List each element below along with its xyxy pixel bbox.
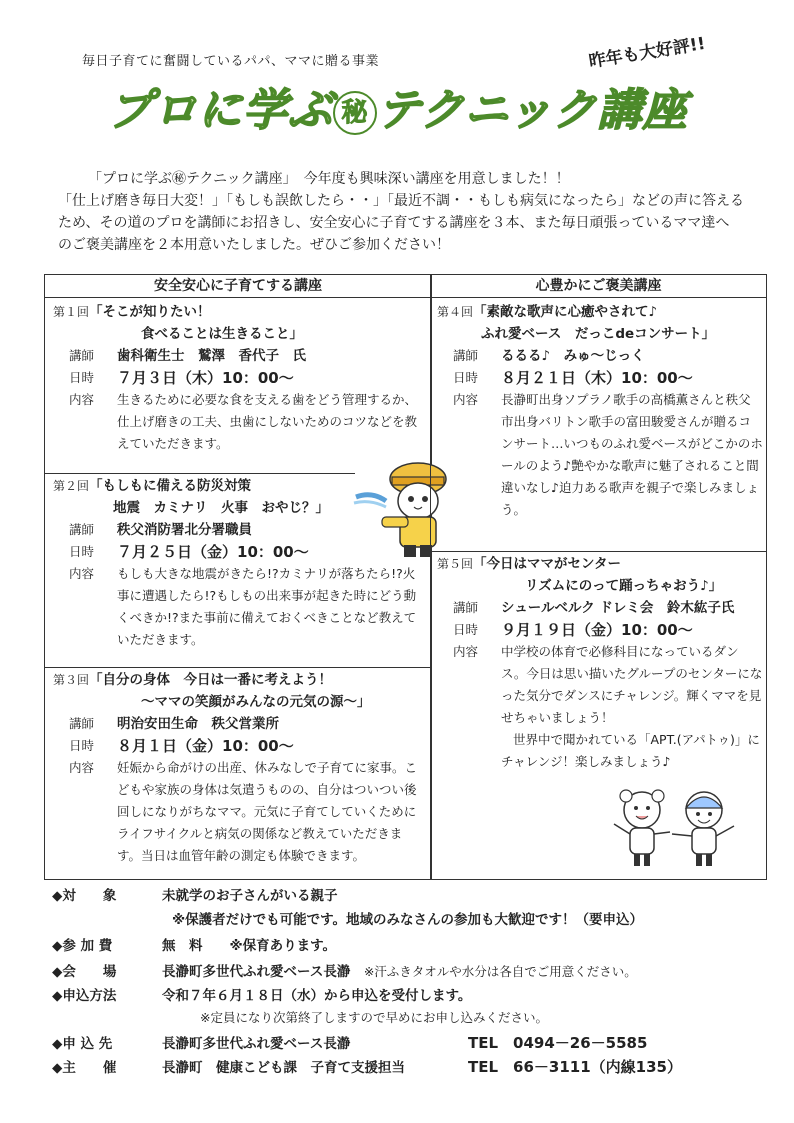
session-divider: [45, 667, 431, 668]
session-date: ７月３日（木）10：00～: [117, 369, 294, 387]
teacher-label: 講師: [453, 600, 479, 615]
title-part-b: テクニック講座: [377, 85, 688, 136]
session-teacher: 歯科衛生士 鷲澤 香代子 氏: [117, 348, 306, 364]
session-title-line2: リズムにのって踊っちゃおう♪」: [525, 578, 723, 594]
contact-value: 長瀞町多世代ふれ愛ベース長瀞: [162, 1036, 351, 1052]
apply-key: ◆申込方法: [52, 988, 117, 1004]
venue-value: 長瀞町多世代ふれ愛ベース長瀞: [162, 964, 351, 980]
title-part-a: プロに学ぶ: [108, 85, 333, 136]
venue-key: ◆会 場: [52, 964, 117, 980]
date-label: 日時: [69, 370, 95, 385]
session-date: ８月１日（金）10：00～: [117, 737, 294, 755]
session-content: 妊娠から命がけの出産、休みなしで子育てに家事。こどもや家族の身体は気遣うものの、自分はついつい後回しになりがちなママ。元気に子育てしていくためにライフサイクルと病気の関係など教えていただきます。当日は血管年齢の測定も体験できます。: [117, 760, 418, 863]
footer-apply: [52, 984, 471, 1004]
target-key: ◆対 象: [52, 888, 117, 904]
session-title-line2: 地震 カミナリ 火事 おやじ？」: [113, 500, 329, 516]
date-label: 日時: [69, 738, 95, 753]
venue-note: ※汗ふきタオルや水分は各自でご用意ください。: [363, 964, 637, 979]
contact-key: ◆申 込 先: [52, 1036, 113, 1052]
teacher-label: 講師: [453, 348, 479, 363]
session-content: 中学校の体育で必修科目になっているダンス。今日は思い描いたグループのセンターになった気分でダンスにチャレンジ。輝くママを見せちゃいましょう！: [501, 644, 763, 725]
session-title-line2: ふれ愛ベース だっこdeコンサート」: [481, 326, 716, 342]
date-label: 日時: [453, 622, 479, 637]
session-title: 「今日はママがセンター: [473, 556, 621, 572]
session-content: もしも大きな地震がきたら!?カミナリが落ちたら!?火事に遭遇したら!?もしもの出来事が起きた時にどう動くべきか!?また事前に備えておくべきことなど教えていただきます。: [117, 566, 417, 647]
session-content: 生きるために必要な食を支える歯をどう管理するか、仕上げ磨きの工夫、虫歯にしないためのコツなどを教えていただきます。: [117, 392, 418, 451]
session-title-line2: 食べることは生きること」: [141, 326, 303, 342]
date-label: 日時: [69, 544, 95, 559]
date-label: 日時: [453, 370, 479, 385]
session-teacher: るるる♪ みゅ～じっく: [501, 348, 645, 364]
teacher-label: 講師: [69, 522, 95, 537]
fee-key: ◆参 加 費: [52, 938, 113, 954]
footer-apply-note: [200, 1008, 548, 1026]
session-number: 第２回: [53, 479, 90, 493]
session-5: [437, 553, 763, 773]
page-title: [108, 74, 688, 138]
secret-mark-icon: 秘: [333, 91, 377, 135]
intro-line: 「仕上げ磨き毎日大変！」「もしも誤飲したら・・」「最近不調・・もしも病気になったら」などの声に答える: [58, 193, 744, 209]
session-title: 「そこが知りたい！: [89, 304, 211, 320]
content-label: 内容: [69, 566, 95, 581]
dancing-children-illustration: [600, 782, 750, 872]
left-column-header: 安全安心に子育てする講座: [45, 275, 431, 298]
session-teacher: シュールベルク ドレミ会 鈴木紘子氏: [501, 600, 735, 616]
session-number: 第５回: [437, 557, 474, 571]
intro-line: のご褒美講座を２本用意いたしました。ぜひご参加ください！: [58, 237, 450, 253]
session-number: 第１回: [53, 305, 90, 319]
session-date: ８月２１日（木）10：00～: [501, 369, 693, 387]
target-note: ※保護者だけでも可能です。地域のみなさんの参加も大歓迎です！（要申込）: [172, 912, 644, 928]
host-value: 長瀞町 健康こども課 子育て支援担当: [162, 1060, 405, 1076]
host-key: ◆主 催: [52, 1060, 117, 1076]
content-label: 内容: [69, 392, 95, 407]
session-4: [437, 301, 763, 521]
session-1: [53, 301, 425, 455]
footer-host: [52, 1056, 682, 1077]
session-number: 第４回: [437, 305, 474, 319]
session-title: 「もしもに備える防災対策: [89, 478, 252, 494]
footer-contact: [52, 1032, 647, 1053]
intro-line: ため、その道のプロを講師にお招きし、安全安心に子育てする講座を３本、また毎日頑張っているママ達へ: [58, 215, 730, 231]
footer-venue: [52, 960, 637, 980]
teacher-label: 講師: [69, 716, 95, 731]
teacher-label: 講師: [69, 348, 95, 363]
session-divider: [45, 473, 355, 474]
session-date: ７月２５日（金）10：00～: [117, 543, 309, 561]
session-divider: [431, 551, 766, 552]
session-3: [53, 669, 425, 867]
session-title-line2: ～ママの笑顔がみんなの元気の源～」: [141, 694, 371, 710]
content-label: 内容: [453, 392, 479, 407]
intro-text: [58, 168, 748, 256]
session-content: 長瀞町出身ソプラノ歌手の高橋薫さんと秩父市出身バリトン歌手の富田駿愛さんが贈るコンサート…いつものふれ愛ベースがどこかのホールのよう♪艶やかな歌声に魅了されること間違いなし♪迫力ある歌声を親子で楽しみましょう。: [501, 392, 763, 517]
target-value: 未就学のお子さんがいる親子: [162, 888, 338, 904]
session-number: 第３回: [53, 673, 90, 687]
intro-line: 「プロに学ぶ㊙テクニック講座」 今年度も興味深い講座を用意しました！！: [88, 171, 570, 187]
fee-value: 無 料 ※保育あります。: [162, 938, 337, 954]
footer-fee: [52, 934, 336, 954]
session-date: ９月１９日（金）10：00～: [501, 621, 693, 639]
event-subtitle: 毎日子育てに奮闘しているパパ、ママに贈る事業: [82, 54, 380, 69]
apply-value: 令和７年６月１８日（水）から申込を受付します。: [162, 988, 472, 1004]
footer-target: [52, 884, 338, 904]
apply-note: ※定員になり次第終了しますので早めにお申し込みください。: [200, 1010, 548, 1025]
session-content-extra: 世界中で聞かれている「APT.(アパトゥ)」にチャレンジ！楽しみましょう♪: [501, 732, 760, 769]
contact-tel: TEL 0494－26－5585: [468, 1034, 648, 1052]
footer-target-note: [172, 908, 643, 928]
right-column-header: 心豊かにご褒美講座: [431, 275, 766, 298]
content-label: 内容: [69, 760, 95, 775]
content-label: 内容: [453, 644, 479, 659]
left-column: [44, 274, 432, 880]
session-teacher: 秩父消防署北分署職員: [117, 522, 252, 538]
session-teacher: 明治安田生命 秩父営業所: [117, 716, 279, 732]
host-tel: TEL 66－3111（内線135）: [468, 1058, 682, 1076]
session-title: 「自分の身体 今日は一番に考えよう！: [89, 672, 333, 688]
session-title: 「素敵な歌声に心癒やされて♪: [473, 304, 658, 320]
popular-badge: 昨年も大好評!!: [587, 33, 707, 73]
